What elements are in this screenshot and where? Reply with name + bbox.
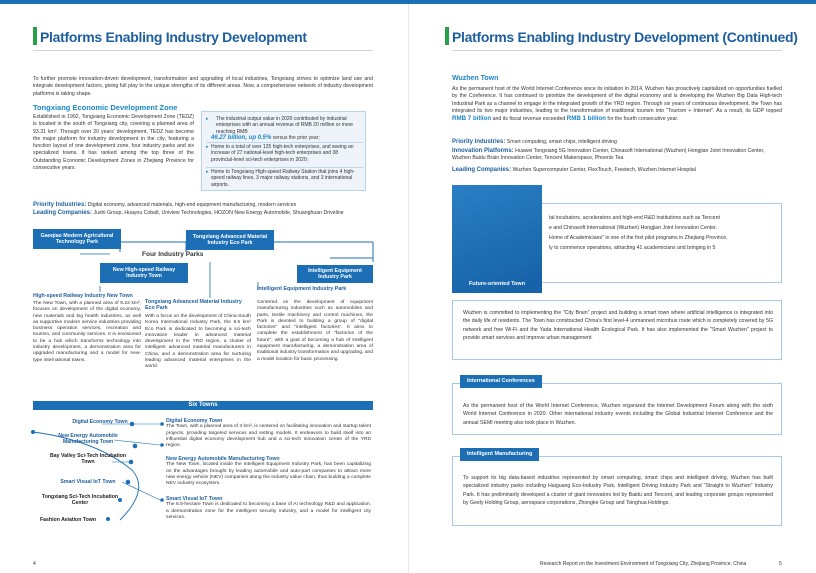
- tedz-heading: Tongxiang Economic Development Zone: [33, 103, 178, 112]
- title-rule-right: [452, 50, 782, 51]
- park-text-equipment: Centered on the development of equipment manufacturing industries such as automobiles and parts, textile machinery and control machines, the Park is devoted to building a group of "digital factories" and "intelligent factories". It aims to complete the establishment of "factories of the future", with a goal of becoming a hub of intelligent equipment manufacturing, a demonstration area of traditional industry transformation and upgrading, and a model location for basic processing.: [257, 300, 373, 362]
- future-town-caption: Future-oriented Town: [468, 281, 526, 287]
- six-towns-title: Six Towns: [188, 402, 218, 408]
- wuzhen-revenue-value: RMB 1 billion: [566, 115, 606, 123]
- wuzhen-leading-label: Leading Companies:: [452, 167, 512, 173]
- highlight-hightech-text: ▸ Home to a total of over 125 high-tech enterprises, and seeing an increase of 27 national-level high-tech enterprises and 38 provincial-level sci-tech enterprises in 2020;: [211, 144, 354, 163]
- park-heading-railway: High-speed Railway Industry New Town: [33, 293, 133, 299]
- title-accent-bar-right: [445, 27, 449, 45]
- page-title: Platforms Enabling Industry Development: [40, 29, 307, 45]
- wuzhen-heading: Wuzhen Town: [452, 75, 499, 82]
- wuzhen-innovation-label: Innovation Platforms:: [452, 148, 514, 154]
- wuzhen-leading-line: [452, 167, 782, 174]
- wuzhen-body-text: As the permanent host of the World Internet Conference since its initiation in 2014, Wuzhen has proactively capitalized on opportunities fuelled by the Conference. It has continued to prioritize the development of the digital economy and is developing the Wuzhen Big Data High-tech Industrial Park as a channel to engage in the integrated growth of the YRD region. Through six years of continuous development, the Town has integrated its two major industries, leading to the transformation of traditional tourism into "Tourism + Internet". As a result, its GDP topped: [452, 86, 782, 114]
- page-number-left: 4: [33, 561, 36, 567]
- highlight-output-text: ▸ The industrial output value in 2020 contributed by industrial enterprises with an annual revenue of RMB 20 million or more reaching RMB: [216, 116, 354, 135]
- town-detail-smart-visual: [166, 496, 371, 521]
- town-label-fashion-aviation: Fashion Aviation Town: [39, 517, 96, 523]
- town-detail-heading: New Energy Automobile Manufacturing Town: [166, 456, 280, 462]
- town-detail-text: The 6.5-hectare Town is dedicated to becoming a base of AI technology R&D and application, a demonstration zone for the intelligent security industry, and a model for intelligent city services.: [166, 502, 371, 520]
- priority-industries-text: Digital economy, advanced materials, high-end equipment manufacturing, modern services: [87, 202, 297, 208]
- park-heading-equipment: Intelligent Equipment Industry Park: [257, 286, 347, 292]
- footer-report-title: Research Report on the Investment Environment of Tongxiang City, Zhejiang Province, China: [540, 561, 747, 567]
- future-town-box: [452, 300, 782, 360]
- top-accent-bar-right: [408, 0, 816, 4]
- priority-industries-label: Priority Industries:: [33, 202, 87, 208]
- future-town-text: Wuzhen is committed to implementing the "City Brain" project and building a smart town where artificial intelligence is integrated into the daily life of residents. The Town has constructed China's first level-4 unmanned microbus route which is completely covered by 5G network and free Wi-Fi and the Yada International Health Ecological Park. It has also implemented the "Smart Wuzhen" project to provide smart services and improve urban management.: [463, 310, 773, 342]
- town-label-new-energy: New Energy Automobile Manufacturing Town: [58, 433, 118, 446]
- intro-paragraph: To further promote innovation-driven development, transformation and upgrading of local industries, Tongxiang strives to optimize land use and integrate development factors, giving full play to the unique strengths of its different areas. Now, a comprehensive network of industry development platforms is taking shape.: [33, 76, 373, 97]
- page-number-right: 5: [779, 561, 782, 567]
- wuzhen-priority-text: Smart computing, smart chips, intelligent driving: [506, 139, 617, 145]
- wuzhen-body-text: for the fourth consecutive year.: [605, 116, 679, 123]
- wuzhen-leading-text: Wuzhen Supercomputer Center, FlexTouch, Freetech, Wuzhen Internet Hospital: [512, 167, 696, 173]
- talent-line-1: tal incubators, accelerators and high-end R&D institutions such as Tencent: [549, 215, 720, 221]
- town-detail-digital-economy: [166, 418, 371, 449]
- town-detail-heading: Smart Visual IoT Town: [166, 496, 223, 502]
- conferences-tab: International Conferences: [460, 375, 542, 388]
- manufacturing-box: [452, 456, 782, 526]
- future-town-image: [452, 185, 542, 293]
- talent-line-3: Home of Academicians" is one of the first pilot programs in Zhejiang Province,: [549, 235, 728, 241]
- park-text-railway: The New Town, with a planned area of 9.23 km², focuses on development of the digital economy, new materials and big health industries, as well as supportive modern service industries providing business operation services, recreation and tourism, and community services. It is envisioned to be a hub which transforms technology into industry development, a demonstration area for upgraded manufacturing and a model for new-type international towns.: [33, 301, 141, 363]
- talent-line-2: e and Chinasoft International (Wuzhen) Hongjian Joint Innovation Center.: [549, 225, 718, 231]
- park-text-material: With a focus on the development of China-South Korea International Industry Park, the 9.5 km² Eco Park is dedicated to becoming a sci-tech innovation leader in advanced material development in the YRD region, a cluster of intelligent advanced material manufacturers in China, and a demonstration area for nurturing leading advanced material enterprises in the world.: [145, 314, 251, 370]
- town-label-smart-visual: Smart Visual IoT Town: [60, 479, 116, 485]
- town-label-sci-tech-center: Tongxiang Sci-Tech Incubation Center: [41, 494, 119, 507]
- highlight-output-suffix: versus the prior year;: [271, 134, 320, 141]
- wuzhen-innovation-line: [452, 148, 782, 163]
- manufacturing-tab: Intelligent Manufacturing: [460, 448, 539, 461]
- town-label-digital-economy: Digital Economy Town: [72, 419, 128, 425]
- conferences-text: As the permanent host of the World Internet Conference, Wuzhen organized the Internet Development Forum along with the sixth World Internet Conference in 2020. Other international industry events including the Global Industrial Internet Conference and the annual SEMI meeting also took place in Wuzhen.: [463, 403, 773, 426]
- wuzhen-body-text: and its fiscal revenue exceeded: [491, 116, 567, 123]
- town-detail-text: The New Town, located inside the Intelligent Equipment Industry Park, has been capitalizing on the advantages brought by leading automobile and auto-part companies to attract more new energy vehicle (NEV) companies along the industry value chain, thus building a complete NEV industry ecosystem.: [166, 462, 371, 487]
- wuzhen-body: [452, 86, 782, 123]
- park-heading-material: Tongxiang Advanced Material Industry Eco Park: [145, 299, 242, 312]
- park-node-gaoqiao: Gaoqiao Modern Agricultural Technology Park: [33, 229, 121, 249]
- park-node-high-speed-railway: New High-speed Railway Industry Town: [100, 263, 188, 283]
- manufacturing-text: To support its big data-based industries represented by smart computing, smart chips and intelligent driving, Wuzhen has built specialized industry parks including Haiguang Eco-Industry Park, Intelligent Driving Industry Park and "Straight to Wuzhen" Industry Park. It has preliminarily developed a cluster of giant innovators led by Baidu and Tencent, and leading corporate groups represented by Geely Holding Group, aerospace corporations, Zhongke Group and Tsinghua Holdings.: [463, 475, 773, 507]
- wuzhen-gdp-value: RMB 7 billion: [452, 115, 492, 123]
- leading-companies-text: Jushi Group, Huayou Cobalt, Uniview Technologies, HOZON New Energy Automobile, Shuanghuan Driveline: [93, 210, 344, 216]
- wuzhen-innovation-text: Huawei Tongxiang 5G Innovation Center, Chinasoft International (Wuzhen) Hongjian Joint Innovation Center, Wuzhen Baidu Brain Innovation Center, Tencent Makerspace, Phoenix Tea: [452, 148, 765, 162]
- wuzhen-priority-label: Priority Industries:: [452, 139, 506, 145]
- talent-line-4: ly to commence operations, attracting 41 academicians and bringing in 5: [549, 245, 716, 251]
- tedz-body: Established in 1992, Tongxiang Economic Development Zone (TEDZ) is located in the south of Tongxiang city, covering a planned area of 93.31 km². Through over 20 years' development, TEDZ has become the major platform for industry development in the city, featuring a function layout of one development zone, four industry parks and six specialized towns. It has ranked among the top three of the Outstanding Economic Development Zones in Zhejiang Province for consecutive years.: [33, 114, 194, 172]
- town-label-bay-valley: Bay Valley Sci-Tech Incubation Town: [49, 453, 126, 466]
- page-title-right: Platforms Enabling Industry Development (Continued): [452, 29, 798, 45]
- town-detail-new-energy: [166, 456, 371, 487]
- town-detail-heading: Digital Economy Town: [166, 418, 223, 424]
- conferences-box: [452, 383, 782, 435]
- highlight-output-value: 46.27 billion, up 0.5%: [211, 134, 272, 141]
- leading-companies-label: Leading Companies:: [33, 210, 93, 216]
- four-parks-label: Four Industry Parks: [142, 251, 204, 258]
- wuzhen-priority-line: [452, 139, 782, 146]
- park-node-intelligent-equipment: Intelligent Equipment Industry Park: [297, 265, 373, 283]
- town-detail-text: The Town, with a planned area of 3 km², is centered on facilitating innovation and startup talent projects, providing targeted services and setting models. It endeavors to build itself into an influential digital economy development hub and a sci-tech innovation center of the YRD region.: [166, 424, 371, 449]
- park-node-advanced-material: Tongxiang Advanced Material Industry Eco Park: [186, 230, 274, 250]
- highlight-railway-text: ▸ Home to Tongxiang High-speed Railway Station that joins 4 high-speed railway lines, 3 major railway stations, and 3 international airports.: [211, 169, 355, 188]
